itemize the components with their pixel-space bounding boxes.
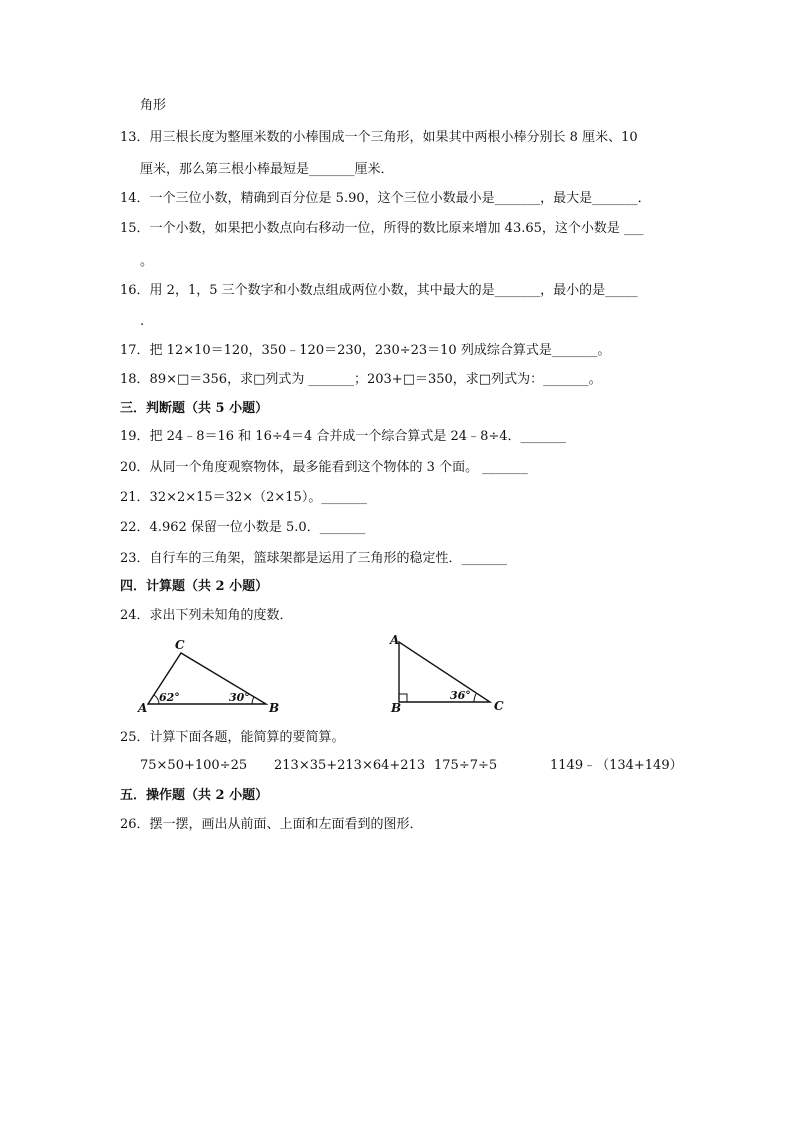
angle-c-arc — [474, 694, 476, 702]
calc-expression-3: 175÷7÷5 — [434, 758, 498, 773]
question-13-line1: 13．用三根长度为整厘米数的小棒围成一个三角形，如果其中两根小棒分别长 8 厘米、10 — [120, 130, 638, 145]
question-16-line2: . — [140, 314, 145, 329]
question-19: 19．把 24﹣8＝16 和 16÷4＝4 合并成一个综合算式是 24﹣8÷4．_______ — [120, 429, 567, 444]
question-16-line1: 16．用 2，1，5 三个数字和小数点组成两位小数，其中最大的是_______，最小的是_____ — [120, 283, 638, 298]
line-12-tail: 角形 — [140, 98, 167, 113]
question-20: 20．从同一个角度观察物体，最多能看到这个物体的 3 个面。 _______ — [120, 460, 528, 475]
question-23: 23．自行车的三角架，篮球架都是运用了三角形的稳定性．_______ — [120, 551, 508, 566]
question-21: 21．32×2×15＝32×（2×15）。_______ — [120, 490, 367, 505]
question-17: 17．把 12×10＝120，350﹣120＝230，230÷23＝10 列成综合算式是_______。 — [120, 343, 611, 358]
question-13-line2: 厘米，那么第三根小棒最短是_______厘米． — [140, 162, 394, 177]
question-15-line2: 。 — [140, 254, 154, 269]
angle-label-36: 36° — [450, 689, 471, 702]
triangle-2-outline — [399, 642, 490, 702]
section-4-heading: 四．计算题（共 2 小题） — [120, 579, 269, 594]
angle-label-30: 30° — [229, 691, 250, 704]
triangle-figure-1 — [135, 632, 295, 717]
vertex-label-b: B — [269, 701, 280, 715]
calc-expression-1: 75×50+100÷25 — [140, 758, 248, 773]
question-24: 24．求出下列未知角的度数． — [120, 608, 293, 623]
question-18: 18．89×□＝356，求□列式为 _______；203+□＝350，求□列式为：_______。 — [120, 372, 602, 387]
angle-b-arc — [252, 697, 254, 704]
question-22: 22．4.962 保留一位小数是 5.0．_______ — [120, 520, 366, 535]
question-14: 14．一个三位小数，精确到百分位是 5.90，这个三位小数最小是_______，最大是_______． — [120, 191, 651, 206]
question-25: 25．计算下面各题，能简算的要简算。 — [120, 730, 345, 745]
vertex-label-c: C — [175, 638, 185, 652]
section-5-heading: 五．操作题（共 2 小题） — [120, 788, 269, 803]
question-26: 26．摆一摆，画出从前面、上面和左面看到的图形． — [120, 817, 423, 832]
vertex-label-a2: A — [390, 633, 400, 647]
calc-expression-2: 213×35+213×64+213 — [274, 758, 426, 773]
vertex-label-a: A — [138, 701, 148, 715]
vertex-label-c2: C — [494, 699, 504, 713]
section-3-heading: 三．判断题（共 5 小题） — [120, 401, 269, 416]
triangle-figure-2 — [385, 632, 515, 717]
angle-label-62: 62° — [159, 691, 180, 704]
vertex-label-b2: B — [391, 701, 402, 715]
question-15-line1: 15．一个小数，如果把小数点向右移动一位，所得的数比原来增加 43.65，这个小数是 ___ — [120, 221, 644, 236]
calc-expression-4: 1149﹣（134+149） — [550, 758, 683, 773]
